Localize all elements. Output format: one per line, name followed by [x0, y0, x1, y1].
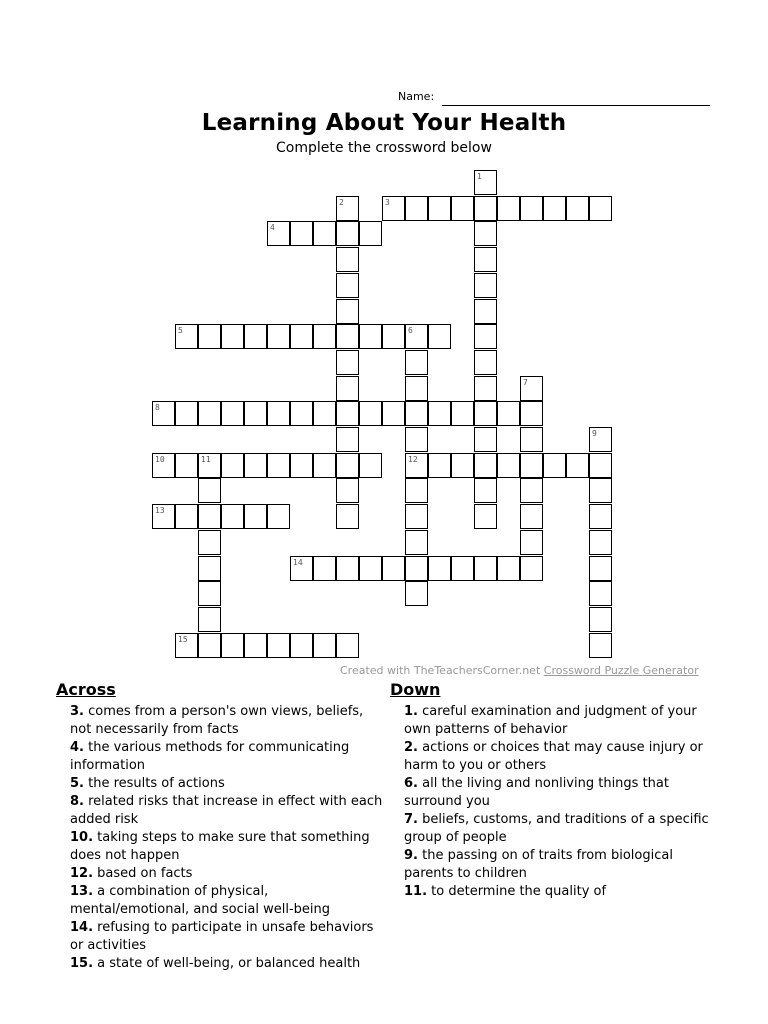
crossword-cell[interactable]: [221, 504, 244, 529]
across-clue: [56, 919, 386, 955]
crossword-cell[interactable]: [313, 221, 336, 246]
clue-number-10: 10: [155, 455, 165, 464]
crossword-cell[interactable]: [336, 478, 359, 503]
crossword-cell[interactable]: [198, 401, 221, 426]
across-clues: [56, 680, 386, 973]
crossword-cell[interactable]: [451, 453, 474, 478]
crossword-cell[interactable]: [290, 633, 313, 658]
crossword-cell[interactable]: [405, 453, 428, 478]
crossword-cell[interactable]: [451, 401, 474, 426]
crossword-cell[interactable]: [198, 478, 221, 503]
crossword-cell[interactable]: [244, 453, 267, 478]
crossword-cell[interactable]: [520, 556, 543, 581]
crossword-cell[interactable]: [474, 273, 497, 298]
clue-text: to determine the quality of: [427, 884, 607, 899]
crossword-cell[interactable]: [336, 299, 359, 324]
clue-number: 8.: [70, 794, 84, 809]
across-clue: [56, 775, 386, 793]
clue-text: the passing on of traits from biological parents to children: [404, 848, 673, 881]
clue-number: 13.: [70, 884, 94, 899]
crossword-cell[interactable]: [382, 196, 405, 221]
crossword-cell[interactable]: [152, 453, 175, 478]
crossword-cell[interactable]: [336, 453, 359, 478]
across-clue: [56, 955, 386, 973]
clue-number-14: 14: [293, 558, 303, 567]
clue-text: a state of well-being, or balanced health: [93, 956, 361, 971]
crossword-cell[interactable]: [405, 478, 428, 503]
clue-number: 11.: [404, 884, 428, 899]
crossword-cell[interactable]: [474, 350, 497, 375]
crossword-cell[interactable]: [474, 556, 497, 581]
crossword-cell[interactable]: [313, 556, 336, 581]
across-clue: [56, 865, 386, 883]
crossword-cell[interactable]: [336, 401, 359, 426]
crossword-cell[interactable]: [520, 196, 543, 221]
across-heading: Across: [56, 680, 116, 699]
down-clue: [390, 811, 720, 847]
crossword-cell[interactable]: [336, 247, 359, 272]
crossword-cell[interactable]: [336, 504, 359, 529]
crossword-cell[interactable]: [336, 350, 359, 375]
crossword-cell[interactable]: [428, 556, 451, 581]
crossword-cell[interactable]: [566, 453, 589, 478]
clue-text: the various methods for communicating information: [70, 740, 350, 773]
clue-number-5: 5: [178, 326, 183, 335]
credit-line: [340, 664, 699, 677]
crossword-cell[interactable]: [405, 427, 428, 452]
crossword-cell[interactable]: [520, 401, 543, 426]
crossword-cell[interactable]: [359, 401, 382, 426]
down-clue: [390, 847, 720, 883]
crossword-cell[interactable]: [267, 324, 290, 349]
crossword-cell[interactable]: [267, 401, 290, 426]
clue-text: comes from a person's own views, beliefs, not necessarily from facts: [70, 704, 364, 737]
crossword-cell[interactable]: [520, 427, 543, 452]
crossword-cell[interactable]: [359, 556, 382, 581]
crossword-cell[interactable]: [497, 556, 520, 581]
crossword-cell[interactable]: [175, 401, 198, 426]
clue-text: based on facts: [93, 866, 193, 881]
crossword-cell[interactable]: [244, 633, 267, 658]
crossword-cell[interactable]: [198, 453, 221, 478]
crossword-cell[interactable]: [543, 196, 566, 221]
crossword-cell[interactable]: [336, 196, 359, 221]
clue-number-6: 6: [408, 326, 413, 335]
crossword-cell[interactable]: [221, 453, 244, 478]
down-heading: Down: [390, 680, 441, 699]
crossword-cell[interactable]: [589, 196, 612, 221]
crossword-cell[interactable]: [405, 581, 428, 606]
crossword-cell[interactable]: [382, 324, 405, 349]
crossword-cell[interactable]: [198, 607, 221, 632]
crossword-cell[interactable]: [474, 453, 497, 478]
clue-text: a combination of physical, mental/emotional, and social well-being: [70, 884, 330, 917]
crossword-cell[interactable]: [382, 401, 405, 426]
crossword-cell[interactable]: [290, 556, 313, 581]
clue-text: refusing to participate in unsafe behaviors or activities: [70, 920, 374, 953]
crossword-cell[interactable]: [267, 504, 290, 529]
crossword-cell[interactable]: [589, 478, 612, 503]
crossword-cell[interactable]: [474, 401, 497, 426]
crossword-cell[interactable]: [589, 427, 612, 452]
clue-text: careful examination and judgment of your own patterns of behavior: [404, 704, 697, 737]
crossword-cell[interactable]: [175, 504, 198, 529]
clue-number: 2.: [404, 740, 418, 755]
crossword-cell[interactable]: [359, 453, 382, 478]
clue-number-8: 8: [155, 403, 160, 412]
crossword-cell[interactable]: [221, 401, 244, 426]
crossword-cell[interactable]: [589, 504, 612, 529]
crossword-cell[interactable]: [221, 324, 244, 349]
crossword-cell[interactable]: [589, 581, 612, 606]
crossword-cell[interactable]: [497, 453, 520, 478]
name-label: Name:: [398, 90, 435, 103]
crossword-cell[interactable]: [474, 427, 497, 452]
crossword-cell[interactable]: [474, 504, 497, 529]
crossword-cell[interactable]: [290, 401, 313, 426]
crossword-cell[interactable]: [589, 453, 612, 478]
clue-number: 3.: [70, 704, 84, 719]
clue-text: beliefs, customs, and traditions of a specific group of people: [404, 812, 709, 845]
clue-number: 7.: [404, 812, 418, 827]
crossword-cell[interactable]: [451, 556, 474, 581]
clue-number: 6.: [404, 776, 418, 791]
crossword-cell[interactable]: [497, 401, 520, 426]
crossword-cell[interactable]: [382, 556, 405, 581]
clue-number-12: 12: [408, 455, 418, 464]
crossword-cell[interactable]: [474, 324, 497, 349]
clue-number: 1.: [404, 704, 418, 719]
crossword-cell[interactable]: [474, 221, 497, 246]
crossword-cell[interactable]: [175, 453, 198, 478]
across-clue: [56, 703, 386, 739]
clue-number-9: 9: [592, 429, 597, 438]
crossword-cell[interactable]: [520, 478, 543, 503]
crossword-cell[interactable]: [520, 376, 543, 401]
crossword-cell[interactable]: [198, 324, 221, 349]
crossword-cell[interactable]: [405, 376, 428, 401]
crossword-cell[interactable]: [198, 556, 221, 581]
crossword-cell[interactable]: [336, 376, 359, 401]
crossword-cell[interactable]: [589, 530, 612, 555]
crossword-cell[interactable]: [244, 401, 267, 426]
crossword-cell[interactable]: [405, 530, 428, 555]
crossword-cell[interactable]: [405, 324, 428, 349]
clue-text: related risks that increase in effect with each added risk: [70, 794, 383, 827]
crossword-cell[interactable]: [497, 196, 520, 221]
page-title: Learning About Your Health: [201, 110, 567, 136]
crossword-cell[interactable]: [313, 324, 336, 349]
clue-number-3: 3: [385, 198, 390, 207]
clue-number: 15.: [70, 956, 94, 971]
crossword-cell[interactable]: [428, 196, 451, 221]
clue-number-4: 4: [270, 223, 275, 232]
crossword-cell[interactable]: [152, 401, 175, 426]
crossword-cell[interactable]: [589, 556, 612, 581]
crossword-cell[interactable]: [267, 221, 290, 246]
page-subtitle: Complete the crossword below: [276, 140, 492, 156]
crossword-cell[interactable]: [336, 427, 359, 452]
crossword-cell[interactable]: [520, 453, 543, 478]
crossword-cell[interactable]: [290, 221, 313, 246]
clue-text: taking steps to make sure that something does not happen: [70, 830, 370, 863]
crossword-cell[interactable]: [152, 504, 175, 529]
clue-number-7: 7: [523, 378, 528, 387]
crossword-cell[interactable]: [359, 221, 382, 246]
crossword-cell[interactable]: [313, 633, 336, 658]
crossword-cell[interactable]: [336, 324, 359, 349]
crossword-cell[interactable]: [474, 478, 497, 503]
crossword-cell[interactable]: [175, 633, 198, 658]
clue-text: actions or choices that may cause injury or harm to you or others: [404, 740, 703, 773]
across-clue: [56, 739, 386, 775]
clue-number-13: 13: [155, 506, 165, 515]
crossword-cell[interactable]: [520, 504, 543, 529]
crossword-cell[interactable]: [428, 324, 451, 349]
crossword-cell[interactable]: [405, 196, 428, 221]
crossword-cell[interactable]: [221, 633, 244, 658]
crossword-cell[interactable]: [405, 350, 428, 375]
crossword-cell[interactable]: [267, 633, 290, 658]
crossword-cell[interactable]: [474, 376, 497, 401]
clue-number-1: 1: [477, 172, 482, 181]
crossword-cell[interactable]: [451, 196, 474, 221]
crossword-cell[interactable]: [175, 324, 198, 349]
clue-number: 4.: [70, 740, 84, 755]
crossword-cell[interactable]: [244, 324, 267, 349]
crossword-cell[interactable]: [543, 453, 566, 478]
crossword-cell[interactable]: [313, 401, 336, 426]
crossword-cell[interactable]: [336, 221, 359, 246]
crossword-cell[interactable]: [474, 247, 497, 272]
crossword-cell[interactable]: [589, 633, 612, 658]
crossword-cell[interactable]: [520, 530, 543, 555]
crossword-cell[interactable]: [474, 196, 497, 221]
crossword-cell[interactable]: [474, 170, 497, 195]
crossword-cell[interactable]: [313, 453, 336, 478]
crossword-cell[interactable]: [589, 607, 612, 632]
crossword-cell[interactable]: [267, 453, 290, 478]
clue-number: 10.: [70, 830, 94, 845]
clue-number-15: 15: [178, 635, 188, 644]
down-clues: [390, 680, 720, 901]
across-clue: [56, 793, 386, 829]
crossword-cell[interactable]: [405, 401, 428, 426]
across-clue: [56, 883, 386, 919]
crossword-cell[interactable]: [244, 504, 267, 529]
crossword-cell[interactable]: [405, 556, 428, 581]
clue-text: all the living and nonliving things that surround you: [404, 776, 669, 809]
down-clue: [390, 883, 720, 901]
crossword-cell[interactable]: [428, 453, 451, 478]
crossword-cell[interactable]: [405, 504, 428, 529]
crossword-cell[interactable]: [198, 581, 221, 606]
clue-number: 5.: [70, 776, 84, 791]
crossword-cell[interactable]: [428, 401, 451, 426]
across-clue: [56, 829, 386, 865]
crossword-cell[interactable]: [290, 453, 313, 478]
clue-number-11: 11: [201, 455, 211, 464]
clue-number-2: 2: [339, 198, 344, 207]
crossword-cell[interactable]: [198, 530, 221, 555]
crossword-cell[interactable]: [198, 633, 221, 658]
down-clue: [390, 703, 720, 739]
crossword-cell[interactable]: [336, 633, 359, 658]
down-clue: [390, 739, 720, 775]
credit-prefix: Created with TheTeachersCorner.net: [340, 664, 541, 677]
crossword-cell[interactable]: [474, 299, 497, 324]
crossword-cell[interactable]: [336, 273, 359, 298]
crossword-cell[interactable]: [566, 196, 589, 221]
down-clue: [390, 775, 720, 811]
clue-number: 14.: [70, 920, 94, 935]
crossword-cell[interactable]: [198, 504, 221, 529]
crossword-generator-link[interactable]: Crossword Puzzle Generator: [543, 664, 699, 677]
crossword-cell[interactable]: [336, 556, 359, 581]
crossword-cell[interactable]: [290, 324, 313, 349]
clue-number: 9.: [404, 848, 418, 863]
crossword-cell[interactable]: [359, 324, 382, 349]
clue-text: the results of actions: [83, 776, 225, 791]
clue-number: 12.: [70, 866, 94, 881]
